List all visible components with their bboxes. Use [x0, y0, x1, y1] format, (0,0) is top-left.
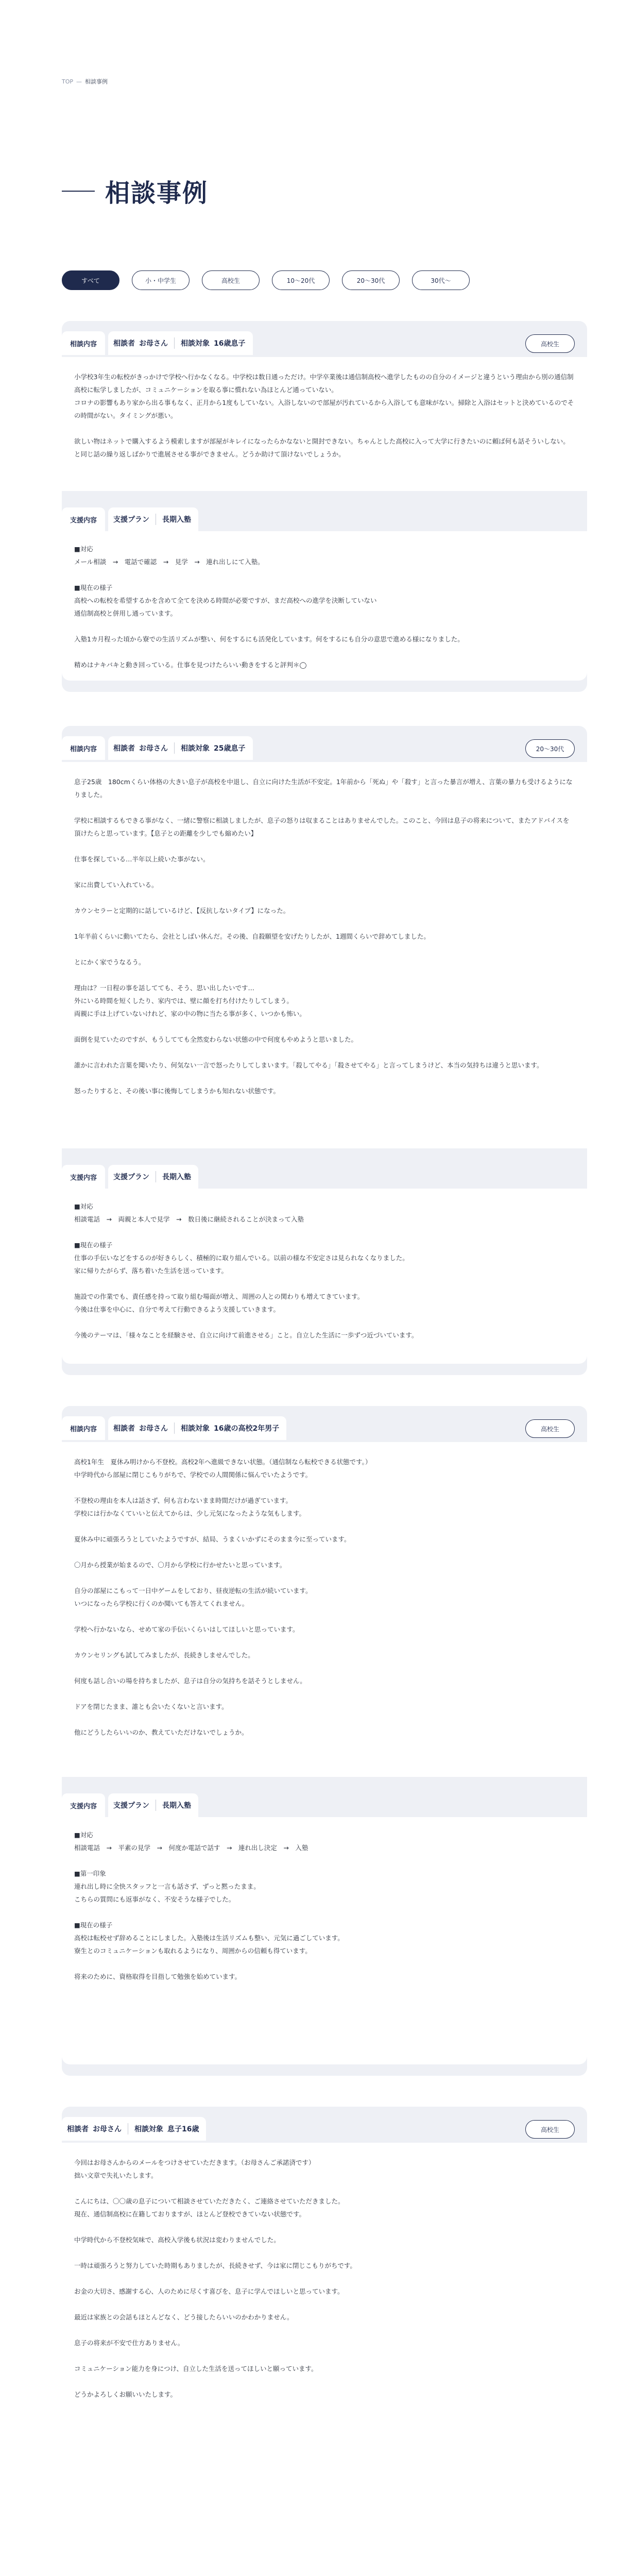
meta-divider: [174, 742, 175, 754]
consult-text: 小学校3年生の転校がきっかけで学校へ行かなくなる。中学校は数日通っただけ。中学卒業後は通信制高校へ進学したものの自分のイメージと違うという理由から別の通信制高校に転学しましたが、コミュニケーションを取る事に慣れない為ほとんど通っていない。 コロナの影響もあり家から出る事もなく、正月から1度もしていない。入浴しないので部屋が汚れているから入浴しても意味がない。掃除と入浴はセットと決めているのでその時間がない。タイミングが悪い。 欲しい物はネットで購入するよう模索しますが部屋がキレイになったらかなないと開封できない。ちゃんとした高校に入って大学に行きたいのに頼ば何も話そういしない。と同じ話の繰り返しばかりで進展させる事ができません。どうか助けて頂けないでしょうか。: [62, 357, 587, 491]
support-meta: [108, 507, 198, 531]
breadcrumb-current: 相談事例: [85, 78, 108, 85]
case-meta: [62, 2117, 206, 2141]
case-card: [62, 321, 587, 692]
support-meta: [108, 1793, 198, 1817]
filter-all[interactable]: すべて: [62, 270, 119, 290]
support-plan-label: 支援プラン: [113, 1802, 150, 1810]
filter-elementary-junior[interactable]: 小・中学生: [132, 270, 190, 290]
support-plan-value: 長期入塾: [162, 1173, 192, 1181]
title-row: [62, 173, 587, 209]
support-meta: [108, 1165, 198, 1189]
consulter-value: お母さん: [139, 1425, 168, 1433]
consulter-value: お母さん: [139, 744, 168, 753]
target-label: 相談対象: [181, 1425, 210, 1433]
support-header: [62, 1787, 587, 1817]
support-plan-label: 支援プラン: [113, 516, 150, 524]
filter-20s-30s[interactable]: 20〜30代: [342, 270, 400, 290]
breadcrumb-top-link[interactable]: TOP: [62, 78, 74, 85]
case-card: [62, 1406, 587, 2076]
support-plan-value: 長期入塾: [162, 516, 192, 524]
support-header: [62, 1159, 587, 1189]
target-label: 相談対象: [181, 340, 210, 348]
support-plan-value: 長期入塾: [162, 1802, 192, 1810]
case-meta: [108, 1416, 286, 1440]
filter-chips: [62, 270, 587, 290]
age-badge: 高校生: [525, 2120, 575, 2139]
meta-divider: [174, 1422, 175, 1434]
title-line: [62, 191, 95, 192]
consult-body: [62, 762, 587, 1159]
support-text: ■対応 メール相談 → 電話で確認 → 見学 → 連れ出しにて入塾。 ■現在の様子 高校への転校を希望するかを含めて全てを決める時間が必要ですが、まだ高校への進学を決断していない 通信制高校と併用し通っています。 入塾1カ月程った頃から寮での生活リズムが整い、何をするにも活発化しています。何をするにも自分の意思で進める様になりました。 精めはナキバキと動き回っている。仕事を見つけたらいい動きをすると評判＊◯: [62, 531, 587, 681]
support-plan-label: 支援プラン: [113, 1173, 150, 1181]
filter-30s-plus[interactable]: 30代〜: [412, 270, 470, 290]
case-meta: [108, 331, 252, 355]
consulter-label: 相談者: [113, 1425, 135, 1433]
page-title: 相談事例: [105, 179, 209, 208]
breadcrumb: [62, 77, 587, 86]
consult-tag: 相談内容: [62, 736, 105, 760]
filter-high-school[interactable]: 高校生: [202, 270, 260, 290]
support-text: ■対応 相談電話 → 平素の見学 → 何度か電話で話す → 連れ出し決定 → 入塾 ■第一印象 連れ出し時に全快スタッフと一言も話さず、ずっと黙ったまま。 こちらの質問にも返事がなく、不安そうな様子でした。 ■現在の様子 高校は転校せず辞めることにしました。入塾後は生活リズムも整い、元気に過ごしています。 寮生とのコミュニケーションも取れるようになり、周囲からの信頼も得ています。 将来のために、資格取得を目指して勉強を始めています。: [62, 1817, 587, 2064]
consult-text: 今回はお母さんからのメールをつけさせていただきます。（お母さんご承諾済です） 拙い文章で失礼いたします。 こんにちは、〇〇歳の息子について相談させていただきたく、ご連絡させていただきました。 現在、通信制高校に在籍しておりますが、ほとんど登校できていない状態です。 中学時代から不登校気味で、高校入学後も状況は変わりませんでした。 一時は頑張ろうと努力していた時期もありましたが、長続きせず、今は家に閉じこもりがちです。 お金の大切さ、感謝する心、人のために尽くす喜びを、息子に学んでほしいと思っています。 最近は家族との会話もほとんどなく、どう接したらいいのかわかりません。 息子の将来が不安で仕方ありません。 コミュニケーション能力を身につけ、自立した生活を送ってほしいと願っています。 どうかよろしくお願いいたします。: [62, 2143, 587, 2576]
support-body: [62, 1189, 587, 1375]
target-label: 相談対象: [181, 744, 210, 753]
age-badge: 20〜30代: [525, 739, 575, 758]
target-value: 16歳の高校2年男子: [214, 1425, 280, 1433]
target-value: 16歳息子: [214, 340, 246, 348]
age-badge: 高校生: [525, 334, 575, 353]
meta-divider: [174, 337, 175, 349]
support-body: [62, 531, 587, 692]
consult-body: [62, 1442, 587, 1787]
support-text: ■対応 相談電話 → 両親と本人で見学 → 数日後に継続されることが決まって入塾 ■現在の様子 仕事の手伝いなどをするのが好きらしく、積極的に取り組んでいる。以前の様な不安定さは見られなくなりました。 家に帰りたがらず、落ち着いた生活を送っています。 施設での作業でも、責任感を持って取り組む場面が増え、周囲の人との関わりも増えてきています。 今後は仕事を中心に、自分で考えて行動できるよう支援していきます。 今後のテーマは、「様々なことを経験させ、自立に向けて前進させる」こと。自立した生活に一歩ずつ近づいています。: [62, 1189, 587, 1364]
consulter-label: 相談者: [113, 340, 135, 348]
support-tag: 支援内容: [62, 1165, 105, 1189]
consulter-label: 相談者: [67, 2125, 89, 2133]
consult-tag: 相談内容: [62, 1416, 105, 1440]
target-value: 息子16歳: [167, 2125, 199, 2133]
case-card: [62, 726, 587, 1375]
consult-text: 高校1年生 夏休み明けから不登校。高校2年へ進級できない状態。（通信制なら転校できる状態です。） 中学時代から部屋に閉じこもりがちで、学校での人間関係に悩んでいたようです。 不登校の理由を本人は話さず、何も言わないまま時間だけが過ぎています。 学校には行かなくていいと伝えてからは、少し元気になったような気もします。 夏休み中に頑張ろうとしていたようですが、結局、うまくいかずにそのまま今に至っています。 〇月から授業が始まるので、〇月から学校に行かせたいと思っています。 自分の部屋にこもって一日中ゲームをしており、昼夜逆転の生活が続いています。 いつになったら学校に行くのか聞いても答えてくれません。 学校へ行かないなら、せめて家の手伝いくらいはしてほしいと思っています。 カウンセリングも試してみましたが、長続きしませんでした。 何度も話し合いの場を持ちましたが、息子は自分の気持ちを話そうとしません。 ドアを閉じたまま、誰とも会いたくないと言います。 他にどうしたらいいのか、教えていただけないでしょうか。: [62, 1442, 587, 1777]
case-meta: [108, 736, 252, 760]
target-label: 相談対象: [134, 2125, 163, 2133]
case-card: [62, 2107, 587, 2576]
consult-body: [62, 2143, 587, 2576]
consult-tag: 相談内容: [62, 331, 105, 355]
case-header: [62, 2107, 587, 2143]
consulter-label: 相談者: [113, 744, 135, 753]
breadcrumb-separator: —: [76, 78, 82, 85]
consulter-value: お母さん: [93, 2125, 122, 2133]
support-body: [62, 1817, 587, 2076]
support-tag: 支援内容: [62, 507, 105, 531]
consult-body: [62, 357, 587, 501]
consult-text: 息子25歳 180cmくらい体格の大きい息子が高校を中退し、自立に向けた生活が不安定。1年前から「死ぬ」や「殺す」と言った暴言が増え、言葉の暴力も受けるようになりました。 学校に相談するもできる事がなく、一緒に警察に相談しましたが、息子の怒りは収まることはありませんでした。このこと、今回は息子の将来について、またアドバイスを頂けたらと思っています。【息子との距離を少しでも縮めたい】 仕事を探している…半年以上続いた事がない。 家に出費してい入れている。 カウンセラーと定期的に話しているけど、【反抗しないタイプ】になった。 1年半前くらいに動いてたら、会社としばい休んだ。その後、自殺願望を安げたりしたが、1週間くらいで辞めてしました。 とにかく家でうなるう。 理由は？一日程の事を話してても、そう、思い出したいです… 外にいる時間を短くしたり、家内では、壁に顔を打ち付けたりしてしまう。 両親に手は上げていないけれど、家の中の物に当たる事が多く、いつかも怖い。 面倒を見ていたのですが、もうしてても全然変わらない状態の中で何度もやめようと思いました。 誰かに言われた言葉を聞いたり、何気ない一言で怒ったりしてしまいます。「殺してやる」「殺させてやる」と言ってしまうけど、本当の気持ちは違うと思います。 怒ったりすると、その後い事に後悔してしまうかも知れない状態です。: [62, 762, 587, 1148]
age-badge: 高校生: [525, 1419, 575, 1438]
support-tag: 支援内容: [62, 1793, 105, 1817]
target-value: 25歳息子: [214, 744, 246, 753]
case-header: [62, 1406, 587, 1442]
case-header: [62, 321, 587, 357]
case-header: [62, 726, 587, 762]
consulter-value: お母さん: [139, 340, 168, 348]
filter-10s-20s[interactable]: 10〜20代: [272, 270, 330, 290]
support-header: [62, 501, 587, 531]
